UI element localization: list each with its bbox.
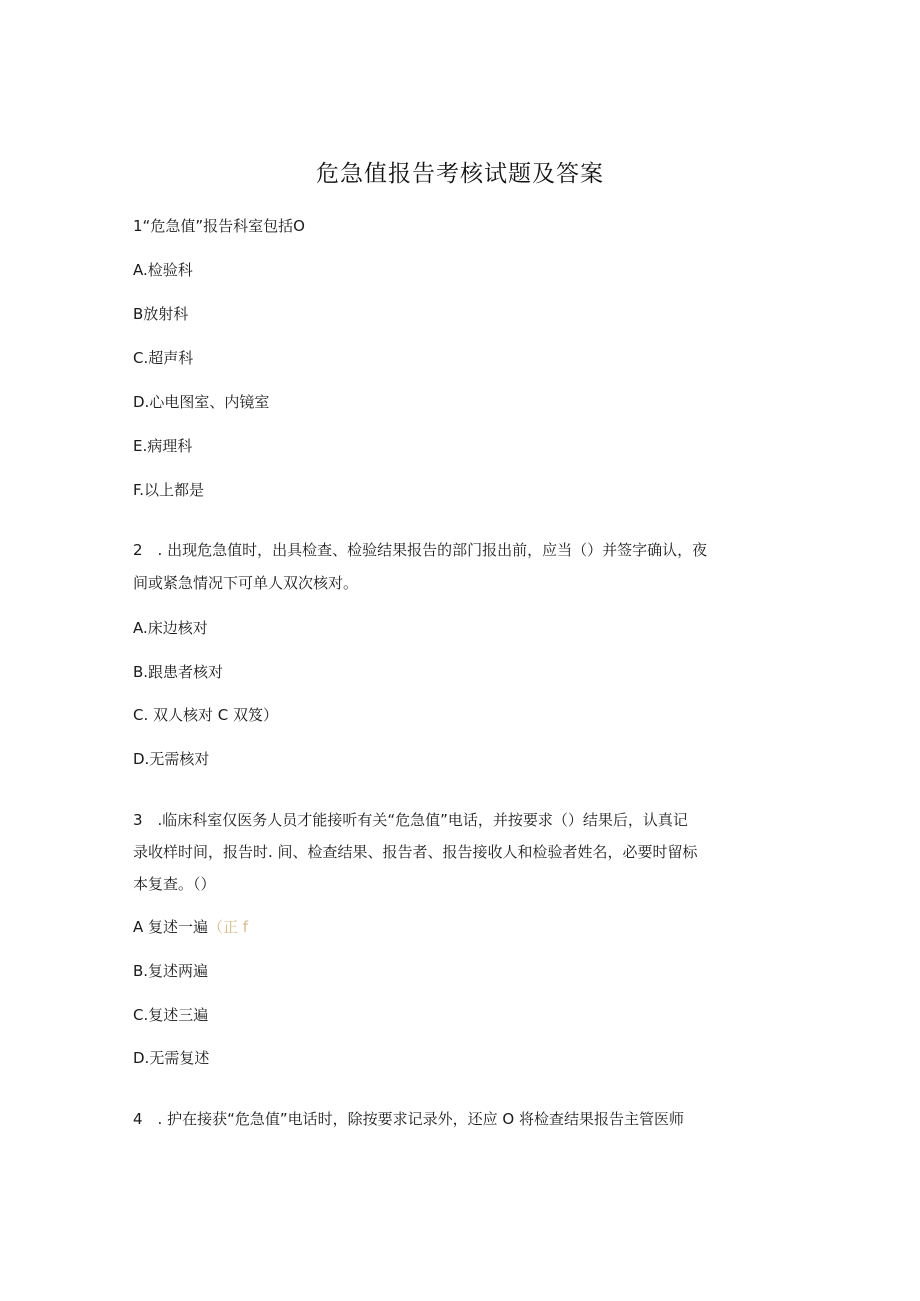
question-2-stem-line-2: 间或紧急情况下可单人双次核对。 xyxy=(133,574,359,592)
question-3-option-d: D.无需复述 xyxy=(133,1049,210,1067)
question-2-option-d: D.无需核对 xyxy=(133,750,210,768)
question-1-stem: 1“危急值”报告科室包括O xyxy=(133,217,305,235)
question-1-option-f: F.以上都是 xyxy=(133,481,204,499)
question-2-stem-line-1: 2 . 出现危急值时，出具检查、检验结果报告的部门报出前，应当（）并签字确认，夜 xyxy=(133,541,708,559)
question-3-stem-line-2: 录收样时间，报告时. 间、检查结果、报告者、报告接收人和检验者姓名，必要时留标 xyxy=(133,843,698,861)
question-2-option-b: B.跟患者核对 xyxy=(133,663,224,681)
question-1-option-d: D.心电图室、内镜室 xyxy=(133,393,270,411)
question-2-option-c: C. 双人核对 C 双笈） xyxy=(133,706,279,724)
question-4-stem-line-1: 4 . 护在接获“危急值”电话时，除按要求记录外，还应 O 将检查结果报告主管医师 xyxy=(133,1110,684,1128)
question-1-option-b: B放射科 xyxy=(133,305,189,323)
question-3-option-a xyxy=(133,917,248,937)
question-3-stem-line-3: 本复查。（） xyxy=(133,875,216,893)
question-1-option-c: C.超声科 xyxy=(133,349,194,367)
question-3-option-b: B.复述两遍 xyxy=(133,962,209,980)
question-3-stem-line-1: 3 .临床科室仅医务人员才能接听有关“危急值”电话，并按要求（）结果后，认真记 xyxy=(133,811,688,829)
question-3-option-a-label: A 复述一遍 xyxy=(133,918,209,936)
question-2-option-a: A.床边核对 xyxy=(133,619,208,637)
answer-mark: （正 f xyxy=(208,918,249,936)
document-title: 危急值报告考核试题及答案 xyxy=(316,161,604,187)
question-1-option-e: E.病理科 xyxy=(133,437,193,455)
question-1-option-a: A.检验科 xyxy=(133,261,193,279)
question-3-option-c: C.复述三遍 xyxy=(133,1006,209,1024)
